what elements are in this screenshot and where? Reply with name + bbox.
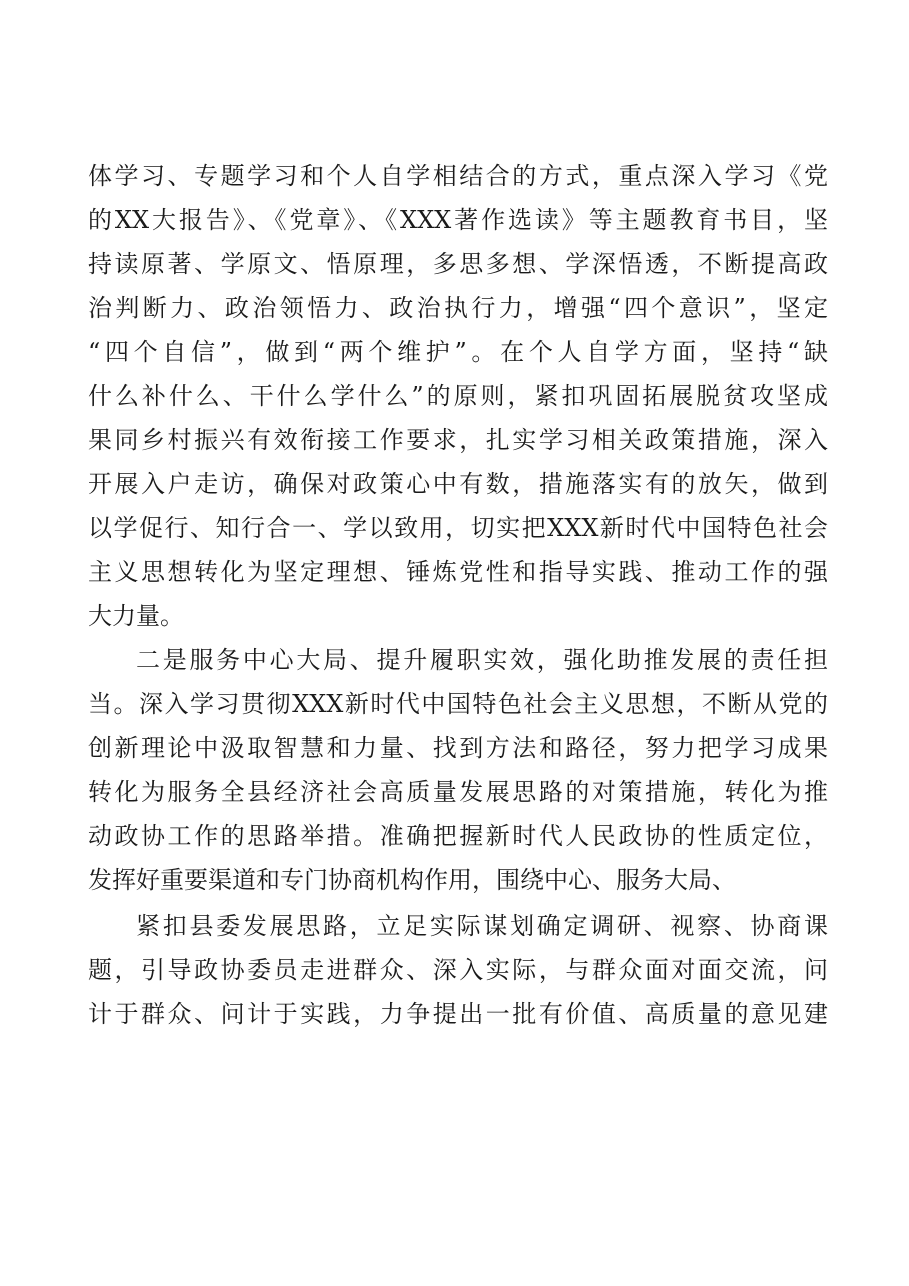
paragraph-first-line: 紧扣县委发展思路，立足实际谋划确定调研、视察、协商课 xyxy=(136,912,828,940)
text-line: 转化为服务全县经济社会高质量发展思路的对策措施，转化为推 xyxy=(88,778,828,806)
text-line: 开展入户走访，确保对政策心中有数，措施落实有的放矢，做到 xyxy=(88,470,828,498)
text-line: 计于群众、问计于实践，力争提出一批有价值、高质量的意见建 xyxy=(88,1000,828,1028)
text-line: 创新理论中汲取智慧和力量、找到方法和路径，努力把学习成果 xyxy=(88,734,828,762)
text-line: 持读原著、学原文、悟原理，多思多想、学深悟透，不断提高政 xyxy=(88,250,828,278)
text-line: “四个自信”，做到“两个维护”。在个人自学方面，坚持“缺 xyxy=(88,338,828,366)
text-line: 什么补什么、干什么学什么”的原则，紧扣巩固拓展脱贫攻坚成 xyxy=(88,382,828,410)
text-line: 主义思想转化为坚定理想、锤炼党性和指导实践、推动工作的强 xyxy=(88,558,828,586)
text-line: 体学习、专题学习和个人自学相结合的方式，重点深入学习《党 xyxy=(88,162,828,190)
text-line: 当。深入学习贯彻XXX新时代中国特色社会主义思想，不断从党的 xyxy=(88,690,828,718)
text-line: 发挥好重要渠道和专门协商机构作用，围绕中心、服务大局、 xyxy=(88,866,736,894)
text-line: 的XX大报告》、《党章》、《XXX著作选读》等主题教育书目，坚 xyxy=(88,206,828,234)
text-line: 题，引导政协委员走进群众、深入实际，与群众面对面交流，问 xyxy=(88,956,828,984)
text-line: 动政协工作的思路举措。准确把握新时代人民政协的性质定位， xyxy=(88,822,828,850)
text-line: 以学促行、知行合一、学以致用，切实把XXX新时代中国特色社会 xyxy=(88,514,828,542)
paragraph-first-line: 二是服务中心大局、提升履职实效，强化助推发展的责任担 xyxy=(136,646,828,674)
text-line: 果同乡村振兴有效衔接工作要求，扎实学习相关政策措施，深入 xyxy=(88,426,828,454)
text-line: 治判断力、政治领悟力、政治执行力，增强“四个意识”，坚定 xyxy=(88,294,828,322)
text-line: 大力量。 xyxy=(88,602,184,630)
